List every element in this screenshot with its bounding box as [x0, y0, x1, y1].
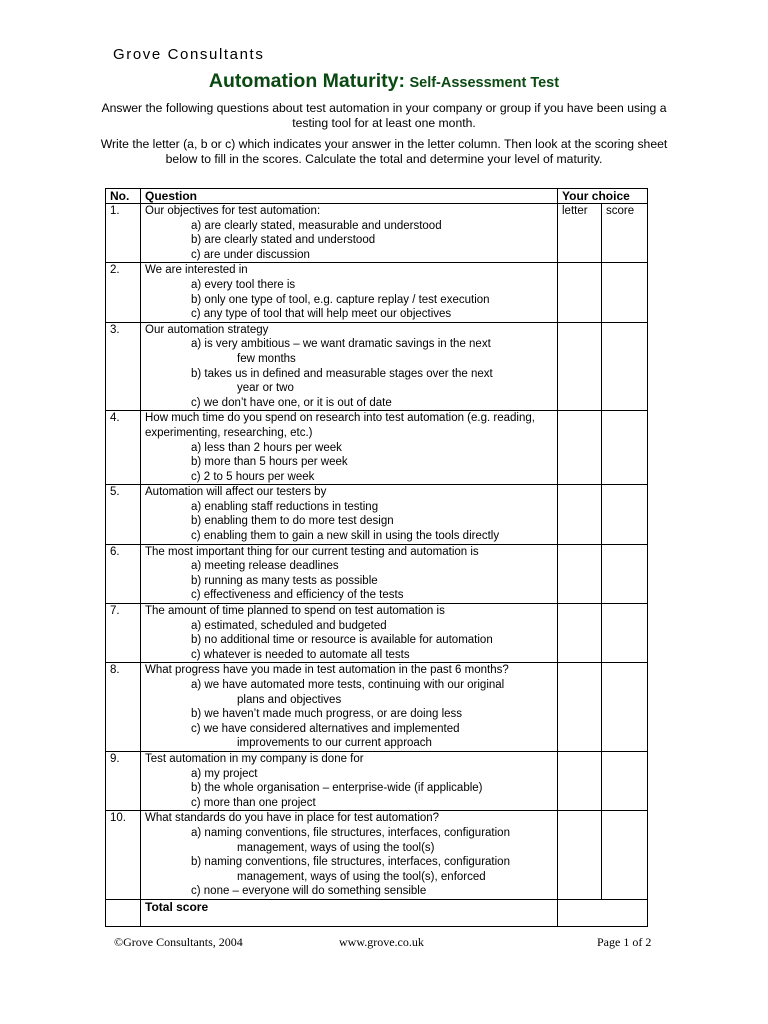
letter-answer-field[interactable] [558, 544, 602, 603]
question-text: The most important thing for our current testing and automation is [145, 545, 479, 558]
letter-answer-field[interactable] [558, 663, 602, 752]
answer-option-text: b) more than 5 hours per week [191, 456, 348, 469]
question-number: 1. [106, 204, 141, 263]
title-main: Automation Maturity: [208, 70, 405, 92]
answer-option-a [145, 767, 557, 782]
document-title [0, 70, 768, 93]
answer-option-text: c) we don’t have one, or it is out of date [191, 396, 392, 409]
score-field[interactable] [602, 811, 648, 900]
table-row [106, 263, 648, 322]
answer-option-continuation: few months [237, 352, 296, 365]
answer-option-text: a) enabling staff reductions in testing [191, 500, 379, 513]
question-number: 8. [106, 663, 141, 752]
letter-answer-field[interactable] [558, 322, 602, 411]
score-field[interactable] [602, 263, 648, 322]
answer-option-text: c) enabling them to gain a new skill in using the tools directly [191, 530, 500, 543]
question-number: 2. [106, 263, 141, 322]
answer-option-b [145, 707, 557, 722]
table-row [106, 485, 648, 544]
table-row [106, 544, 648, 603]
answer-option-text: c) more than one project [191, 796, 316, 809]
column-header-no: No. [106, 189, 141, 204]
letter-answer-field[interactable] [558, 263, 602, 322]
answer-option-b [145, 855, 557, 884]
question-cell [141, 544, 558, 603]
score-field[interactable] [602, 544, 648, 603]
column-header-question: Question [141, 189, 558, 204]
answer-option-text: c) are under discussion [191, 248, 310, 261]
total-row [106, 899, 648, 926]
answer-option-text: c) none – everyone will do something sensible [191, 885, 427, 898]
answer-option-a [145, 826, 557, 855]
answer-option-b [145, 455, 557, 470]
column-header-your-choice: Your choice [558, 189, 648, 204]
answer-option-b [145, 367, 557, 396]
question-cell [141, 263, 558, 322]
answer-option-text: a) less than 2 hours per week [191, 441, 342, 454]
answer-option-a [145, 219, 557, 234]
table-header-row [106, 189, 648, 204]
question-text: The amount of time planned to spend on test automation is [145, 605, 445, 618]
question-text: How much time do you spend on research into test automation (e.g. reading, experimenting, researching, etc.) [145, 412, 535, 439]
table-row [106, 663, 648, 752]
question-number: 4. [106, 411, 141, 485]
answer-option-c [145, 588, 557, 603]
answer-option-text: b) takes us in defined and measurable stages over the next [191, 367, 493, 380]
question-number: 3. [106, 322, 141, 411]
answer-option-text: b) the whole organisation – enterprise-wide (if applicable) [191, 782, 483, 795]
answer-option-text: a) we have automated more tests, continuing with our original [191, 679, 505, 691]
answer-option-text: b) enabling them to do more test design [191, 515, 394, 528]
question-cell [141, 485, 558, 544]
total-score-label: Total score [141, 899, 558, 926]
question-text: We are interested in [145, 264, 248, 277]
footer-page-number: Page 1 of 2 [597, 935, 652, 949]
question-text: Automation will affect our testers by [145, 486, 327, 499]
question-cell [141, 411, 558, 485]
question-cell [141, 811, 558, 900]
answer-option-c [145, 307, 557, 322]
answer-option-a [145, 500, 557, 515]
answer-option-text: b) naming conventions, file structures, interfaces, configuration [191, 856, 510, 869]
letter-answer-field[interactable] [558, 604, 602, 663]
question-number: 5. [106, 485, 141, 544]
answer-option-continuation: improvements to our current approach [237, 737, 432, 750]
question-cell [141, 322, 558, 411]
question-number: 10. [106, 811, 141, 900]
table-row [106, 811, 648, 900]
answer-option-continuation: year or two [237, 382, 294, 395]
answer-option-c [145, 529, 557, 544]
answer-option-a [145, 619, 557, 634]
score-field[interactable] [602, 322, 648, 411]
title-sub: Self-Assessment Test [409, 75, 560, 91]
table-row [106, 411, 648, 485]
answer-option-b [145, 633, 557, 648]
answer-option-continuation: management, ways of using the tool(s) [237, 841, 435, 854]
letter-answer-field[interactable] [558, 485, 602, 544]
answer-option-continuation: plans and objectives [237, 693, 342, 706]
answer-option-b [145, 574, 557, 589]
question-text: Our objectives for test automation: [145, 205, 321, 217]
answer-option-c [145, 248, 557, 263]
intro-paragraph-2: Write the letter (a, b or c) which indicates your answer in the letter column. Then look at the scoring sheet below to fill in the scores. Calculate the total and determine your level of maturity. [100, 137, 668, 166]
answer-option-text: a) naming conventions, file structures, interfaces, configuration [191, 826, 510, 839]
answer-option-text: b) are clearly stated and understood [191, 234, 376, 247]
answer-option-text: a) meeting release deadlines [191, 560, 339, 573]
subheader-score: score [602, 204, 648, 263]
question-cell [141, 751, 558, 810]
table-row [106, 322, 648, 411]
question-text: What standards do you have in place for test automation? [145, 812, 440, 825]
answer-option-text: b) running as many tests as possible [191, 574, 378, 587]
question-text: Our automation strategy [145, 323, 269, 336]
total-score-field[interactable] [558, 899, 648, 926]
footer-url: www.grove.co.uk [339, 935, 424, 949]
answer-option-text: c) 2 to 5 hours per week [191, 470, 315, 483]
answer-option-a [145, 441, 557, 456]
answer-option-a [145, 278, 557, 293]
organization-name: Grove Consultants [113, 46, 265, 63]
answer-option-text: a) every tool there is [191, 278, 296, 291]
answer-option-c [145, 396, 557, 411]
answer-option-b [145, 514, 557, 529]
question-table [105, 188, 648, 927]
answer-option-c [145, 470, 557, 485]
answer-option-c [145, 648, 557, 663]
question-cell [141, 204, 558, 263]
answer-option-text: a) my project [191, 767, 258, 780]
answer-option-a [145, 678, 557, 707]
answer-option-continuation: management, ways of using the tool(s), enforced [237, 870, 486, 883]
question-number: 6. [106, 544, 141, 603]
letter-answer-field[interactable] [558, 411, 602, 485]
footer-copyright: ©Grove Consultants, 2004 [114, 935, 243, 949]
question-cell [141, 604, 558, 663]
table-row [106, 604, 648, 663]
answer-option-c [145, 796, 557, 811]
subheader-letter: letter [558, 204, 602, 263]
answer-option-text: c) whatever is needed to automate all tests [191, 648, 410, 661]
answer-option-c [145, 884, 557, 899]
question-cell [141, 663, 558, 752]
score-field[interactable] [602, 411, 648, 485]
question-number: 9. [106, 751, 141, 810]
score-field[interactable] [602, 604, 648, 663]
question-number: 7. [106, 604, 141, 663]
answer-option-text: c) any type of tool that will help meet our objectives [191, 308, 452, 321]
answer-option-c [145, 722, 557, 751]
answer-option-text: a) is very ambitious – we want dramatic savings in the next [191, 338, 491, 351]
answer-option-text: a) are clearly stated, measurable and understood [191, 219, 442, 232]
letter-answer-field[interactable] [558, 811, 602, 900]
answer-option-a [145, 559, 557, 574]
answer-option-b [145, 233, 557, 248]
answer-option-text: c) effectiveness and efficiency of the tests [191, 589, 404, 602]
answer-option-b [145, 781, 557, 796]
letter-answer-field[interactable] [558, 751, 602, 810]
answer-option-text: b) we haven’t made much progress, or are doing less [191, 708, 463, 721]
score-field[interactable] [602, 751, 648, 810]
answer-option-text: a) estimated, scheduled and budgeted [191, 619, 387, 632]
total-empty-cell [106, 899, 141, 926]
answer-option-b [145, 293, 557, 308]
table-row [106, 204, 648, 263]
intro-paragraph-1: Answer the following questions about test automation in your company or group if you have been using a testing tool for at least one month. [101, 101, 667, 130]
answer-option-text: c) we have considered alternatives and implemented [191, 722, 460, 735]
score-field[interactable] [602, 485, 648, 544]
table-row [106, 751, 648, 810]
question-text: Test automation in my company is done for [145, 752, 364, 765]
score-field[interactable] [602, 663, 648, 752]
answer-option-a [145, 337, 557, 366]
answer-option-text: b) only one type of tool, e.g. capture replay / test execution [191, 293, 490, 306]
question-text: What progress have you made in test automation in the past 6 months? [145, 664, 509, 677]
answer-option-text: b) no additional time or resource is available for automation [191, 634, 493, 647]
